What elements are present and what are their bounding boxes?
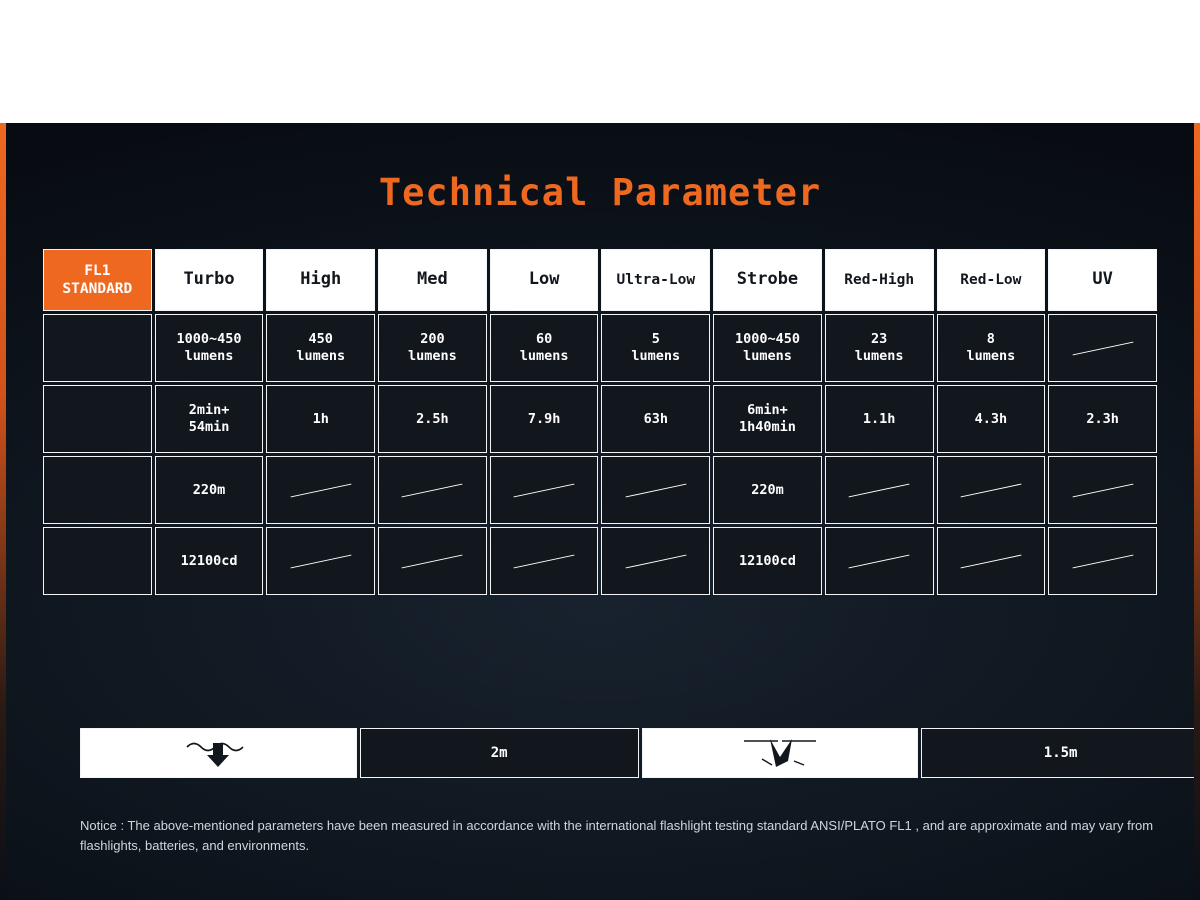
cell-time-strobe: 6min+ 1h40min [713, 385, 822, 453]
not-applicable-dash [514, 483, 575, 497]
cell-lumen-strobe: 1000~450 lumens [713, 314, 822, 382]
cell-dist-ultra-low [601, 456, 710, 524]
mode-header-red-high: Red-High [825, 249, 934, 311]
impact-resistance-icon-svg [742, 737, 818, 769]
not-applicable-dash [402, 483, 463, 497]
bottom-spec-row [80, 728, 1200, 778]
table-row [43, 456, 1157, 524]
sunburst-output-icon [43, 314, 152, 382]
cell-cd-red-low [937, 527, 1046, 595]
cell-dist-red-low [937, 456, 1046, 524]
table-row [43, 385, 1157, 453]
cell-lumen-med: 200 lumens [378, 314, 487, 382]
table-row [43, 314, 1157, 382]
cell-cd-med [378, 527, 487, 595]
cell-time-uv: 2.3h [1048, 385, 1157, 453]
mode-header-uv: UV [1048, 249, 1157, 311]
mode-header-turbo: Turbo [155, 249, 264, 311]
cell-lumen-low: 60 lumens [490, 314, 599, 382]
cell-lumen-red-low: 8 lumens [937, 314, 1046, 382]
table-header-row [43, 249, 1157, 311]
water-immersion-value: 2m [360, 728, 639, 778]
fl1-standard-header [43, 249, 152, 311]
not-applicable-dash [290, 554, 351, 568]
cell-lumen-red-high: 23 lumens [825, 314, 934, 382]
cell-time-red-low: 4.3h [937, 385, 1046, 453]
cell-dist-red-high [825, 456, 934, 524]
cell-cd-high [266, 527, 375, 595]
cell-cd-turbo: 12100cd [155, 527, 264, 595]
cell-dist-turbo: 220m [155, 456, 264, 524]
not-applicable-dash [849, 483, 910, 497]
sunburst-output-icon-svg [65, 328, 129, 368]
not-applicable-dash [1072, 483, 1133, 497]
cell-lumen-turbo: 1000~450 lumens [155, 314, 264, 382]
not-applicable-dash [514, 554, 575, 568]
mode-header-low: Low [490, 249, 599, 311]
cell-time-high: 1h [266, 385, 375, 453]
notice-text: Notice : The above-mentioned parameters have been measured in accordance with the international flashlight testing standard ANSI/PLATO FL1 , and are approximate and may vary from flashlights, batteries, and environments. [80, 818, 1154, 853]
cell-cd-red-high [825, 527, 934, 595]
cell-cd-strobe: 12100cd [713, 527, 822, 595]
not-applicable-dash [960, 554, 1021, 568]
cell-lumen-high: 450 lumens [266, 314, 375, 382]
water-immersion-icon-svg [183, 738, 253, 768]
cell-dist-uv [1048, 456, 1157, 524]
peak-beam-intensity-icon [43, 527, 152, 595]
mode-header-high: High [266, 249, 375, 311]
cell-lumen-uv [1048, 314, 1157, 382]
not-applicable-dash [402, 554, 463, 568]
clock-runtime-icon-svg [75, 397, 119, 441]
cell-dist-strobe: 220m [713, 456, 822, 524]
mode-header-ultra-low: Ultra-Low [601, 249, 710, 311]
not-applicable-dash [960, 483, 1021, 497]
cell-dist-med [378, 456, 487, 524]
cell-cd-uv [1048, 527, 1157, 595]
cell-cd-low [490, 527, 599, 595]
fl1-line1: FL1 [84, 262, 111, 279]
peak-beam-intensity-icon-svg [74, 538, 120, 584]
cell-time-med: 2.5h [378, 385, 487, 453]
mode-header-med: Med [378, 249, 487, 311]
not-applicable-dash [625, 483, 686, 497]
cell-cd-ultra-low [601, 527, 710, 595]
cell-time-ultra-low: 63h [601, 385, 710, 453]
cell-time-red-high: 1.1h [825, 385, 934, 453]
cell-lumen-ultra-low: 5 lumens [601, 314, 710, 382]
not-applicable-dash [290, 483, 351, 497]
not-applicable-dash [849, 554, 910, 568]
mode-header-red-low: Red-Low [937, 249, 1046, 311]
cell-time-turbo: 2min+ 54min [155, 385, 264, 453]
table-row [43, 527, 1157, 595]
page-title: Technical Parameter [378, 171, 822, 214]
beam-distance-icon-svg [64, 470, 130, 510]
water-immersion-icon [80, 728, 357, 778]
cell-time-low: 7.9h [490, 385, 599, 453]
spec-table-wrap [40, 246, 1160, 853]
spec-table [40, 246, 1160, 598]
impact-resistance-value: 1.5m [921, 728, 1200, 778]
clock-runtime-icon [43, 385, 152, 453]
mode-header-strobe: Strobe [713, 249, 822, 311]
fl1-line2: STANDARD [62, 281, 133, 297]
spec-panel [0, 123, 1200, 900]
cell-dist-low [490, 456, 599, 524]
impact-resistance-icon [642, 728, 919, 778]
beam-distance-icon [43, 456, 152, 524]
not-applicable-dash [1072, 554, 1133, 568]
cell-dist-high [266, 456, 375, 524]
not-applicable-dash [625, 554, 686, 568]
not-applicable-dash [1072, 341, 1133, 355]
